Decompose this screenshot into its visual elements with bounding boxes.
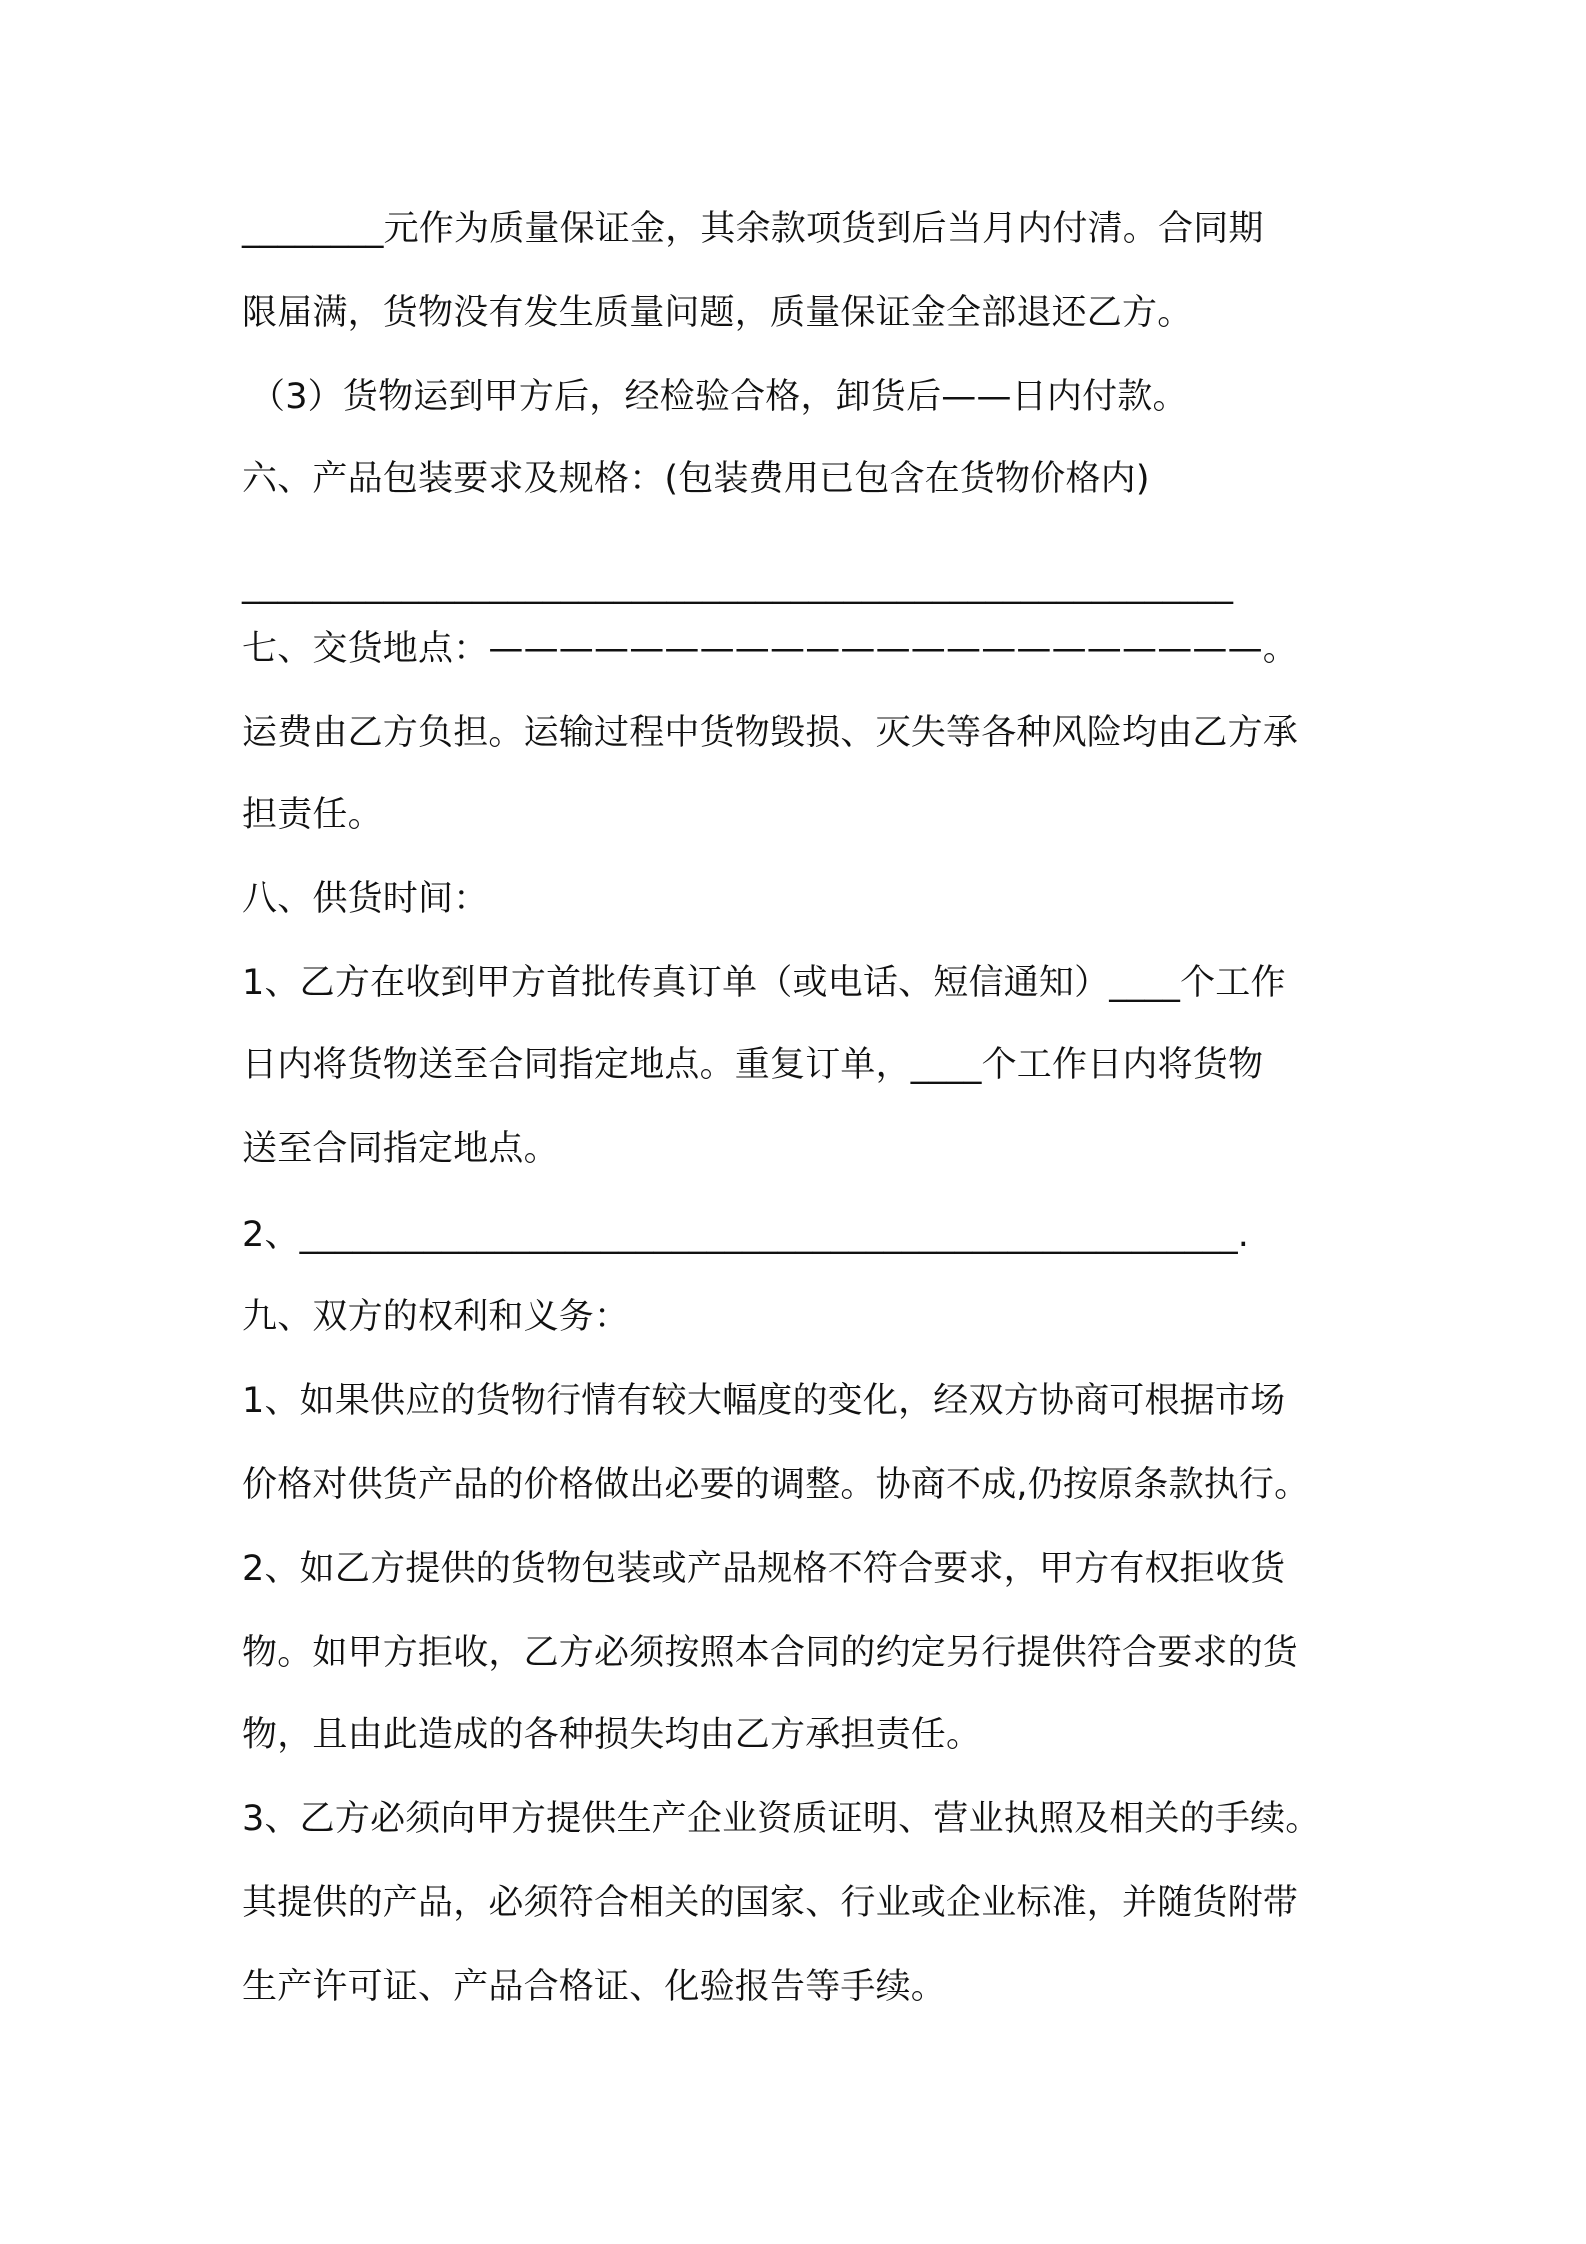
section-heading-packaging: 六、产品包装要求及规格：(包装费用已包含在货物价格内) — [242, 459, 1150, 499]
blank-clause-line: 2、_____________________________________________________. — [242, 1215, 1250, 1255]
contract-text-line: 其提供的产品，必须符合相关的国家、行业或企业标准，并随货附带 — [242, 1883, 1299, 1923]
contract-text-line: 生产许可证、产品合格证、化验报告等手续。 — [242, 1967, 947, 2007]
contract-text-line: 1、乙方在收到甲方首批传真订单（或电话、短信通知）____个工作 — [242, 963, 1286, 1003]
contract-text-line: 物，且由此造成的各种损失均由乙方承担责任。 — [242, 1715, 982, 1755]
section-heading-rights-obligations: 九、双方的权利和义务： — [242, 1297, 630, 1337]
contract-text-line: 价格对供货产品的价格做出必要的调整。协商不成,仍按原条款执行。 — [242, 1465, 1310, 1505]
contract-text-line: 物。如甲方拒收，乙方必须按照本合同的约定另行提供符合要求的货 — [242, 1633, 1299, 1673]
contract-text-line: 担责任。 — [242, 795, 383, 835]
contract-text-line: 3、乙方必须向甲方提供生产企业资质证明、营业执照及相关的手续。 — [242, 1799, 1321, 1839]
contract-text-line: ________元作为质量保证金，其余款项货到后当月内付清。合同期 — [242, 209, 1264, 249]
contract-text-line: 送至合同指定地点。 — [242, 1129, 559, 1169]
payment-clause-line: （3）货物运到甲方后，经检验合格，卸货后——日内付款。 — [250, 377, 1188, 417]
contract-text-line: 1、如果供应的货物行情有较大幅度的变化，经双方协商可根据市场 — [242, 1381, 1286, 1421]
contract-text-line: 运费由乙方负担。运输过程中货物毁损、灭失等各种风险均由乙方承 — [242, 713, 1299, 753]
contract-text-line: 2、如乙方提供的货物包装或产品规格不符合要求，甲方有权拒收货 — [242, 1549, 1286, 1589]
section-heading-supply-time: 八、供货时间： — [242, 879, 489, 919]
contract-text-line: 限届满，货物没有发生质量问题，质量保证金全部退还乙方。 — [242, 293, 1193, 333]
blank-line: ________________________________________________________ — [242, 565, 1234, 605]
section-heading-delivery-location: 七、交货地点：——————————————————————。 — [242, 629, 1299, 669]
contract-text-line: 日内将货物送至合同指定地点。重复订单，____个工作日内将货物 — [242, 1045, 1264, 1085]
